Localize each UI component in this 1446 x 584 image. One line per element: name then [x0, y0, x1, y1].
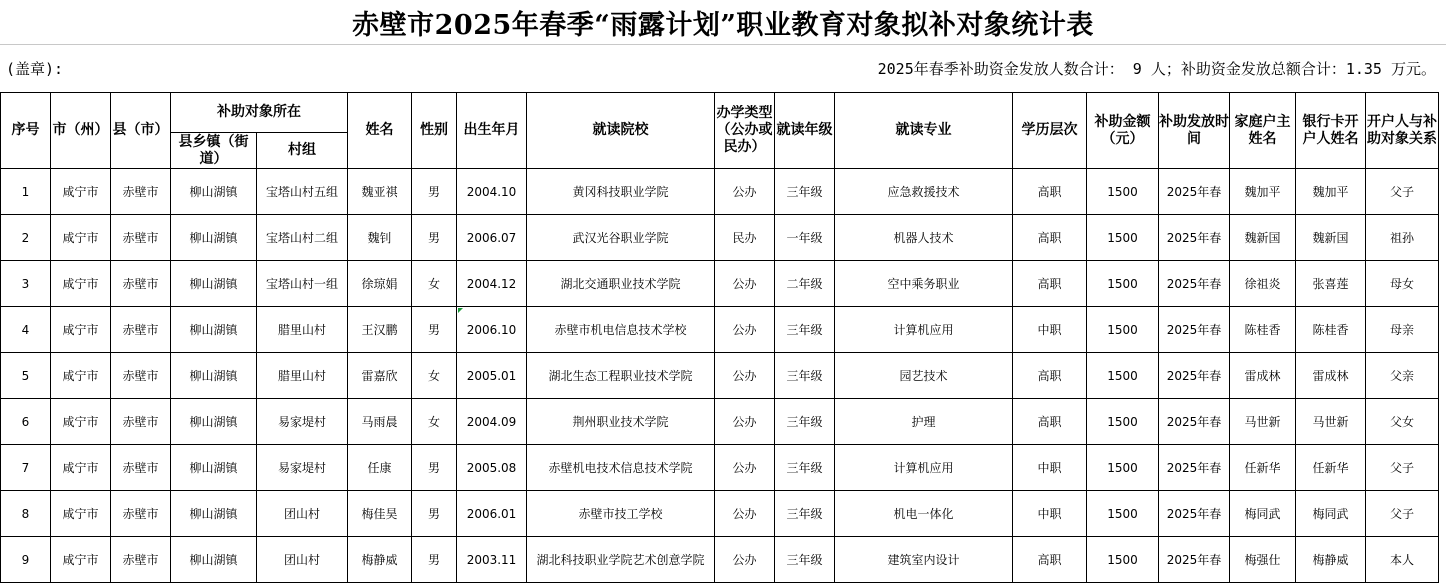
cell-city: 咸宁市 [51, 353, 111, 399]
cell-index: 7 [1, 445, 51, 491]
cell-school: 湖北科技职业学院艺术创意学院 [527, 537, 715, 583]
table-row [1, 215, 1439, 261]
stamp-label: (盖章): [6, 60, 64, 78]
cell-gender: 女 [412, 353, 457, 399]
cell-school-type: 公办 [715, 491, 775, 537]
cell-major: 计算机应用 [835, 445, 1013, 491]
header-amount: 补助金额（元） [1087, 93, 1159, 169]
cell-city: 咸宁市 [51, 261, 111, 307]
cell-amount: 1500 [1087, 537, 1159, 583]
cell-village: 宝塔山村二组 [257, 215, 348, 261]
header-name: 姓名 [348, 93, 412, 169]
cell-holder: 梅静威 [1296, 537, 1366, 583]
cell-holder: 魏新国 [1296, 215, 1366, 261]
cell-school: 湖北生态工程职业技术学院 [527, 353, 715, 399]
table-row [1, 261, 1439, 307]
cell-holder: 张喜莲 [1296, 261, 1366, 307]
subsidy-table [0, 92, 1439, 583]
header-county: 县（市） [111, 93, 171, 169]
cell-town: 柳山湖镇 [171, 261, 257, 307]
cell-head: 徐祖炎 [1230, 261, 1296, 307]
header-level: 学历层次 [1013, 93, 1087, 169]
cell-birth: 2006.07 [457, 215, 527, 261]
cell-head: 梅强仕 [1230, 537, 1296, 583]
cell-relation: 祖孙 [1366, 215, 1439, 261]
cell-school-type: 公办 [715, 261, 775, 307]
cell-county: 赤壁市 [111, 491, 171, 537]
cell-level: 中职 [1013, 307, 1087, 353]
cell-school: 赤壁市技工学校 [527, 491, 715, 537]
cell-village: 团山村 [257, 491, 348, 537]
cell-county: 赤壁市 [111, 261, 171, 307]
cell-holder: 魏加平 [1296, 169, 1366, 215]
cell-city: 咸宁市 [51, 169, 111, 215]
header-head: 家庭户主姓名 [1230, 93, 1296, 169]
cell-birth: 2005.08 [457, 445, 527, 491]
cell-major: 机器人技术 [835, 215, 1013, 261]
cell-relation: 父子 [1366, 445, 1439, 491]
cell-level: 中职 [1013, 491, 1087, 537]
cell-holder: 马世新 [1296, 399, 1366, 445]
cell-village: 易家堤村 [257, 445, 348, 491]
cell-school-type: 公办 [715, 399, 775, 445]
cell-time: 2025年春 [1159, 307, 1230, 353]
summary-text: 2025年春季补助资金发放人数合计： 9 人；补助资金发放总额合计：1.35 万元。 [877, 60, 1436, 78]
cell-holder: 雷成林 [1296, 353, 1366, 399]
header-school: 就读院校 [527, 93, 715, 169]
cell-county: 赤壁市 [111, 215, 171, 261]
cell-gender: 女 [412, 399, 457, 445]
cell-amount: 1500 [1087, 169, 1159, 215]
cell-grade: 三年级 [775, 491, 835, 537]
cell-name: 梅静威 [348, 537, 412, 583]
cell-town: 柳山湖镇 [171, 307, 257, 353]
cell-major: 空中乘务职业 [835, 261, 1013, 307]
cell-grade: 三年级 [775, 169, 835, 215]
cell-village: 腊里山村 [257, 307, 348, 353]
cell-index: 8 [1, 491, 51, 537]
cell-grade: 二年级 [775, 261, 835, 307]
cell-holder: 梅同武 [1296, 491, 1366, 537]
cell-time: 2025年春 [1159, 491, 1230, 537]
cell-level: 高职 [1013, 353, 1087, 399]
table-row [1, 445, 1439, 491]
cell-city: 咸宁市 [51, 445, 111, 491]
cell-school: 湖北交通职业技术学院 [527, 261, 715, 307]
comment-marker [458, 308, 463, 313]
cell-index: 3 [1, 261, 51, 307]
cell-amount: 1500 [1087, 399, 1159, 445]
cell-city: 咸宁市 [51, 491, 111, 537]
cell-birth: 2006.01 [457, 491, 527, 537]
cell-name: 马雨晨 [348, 399, 412, 445]
cell-birth: 2006.10 [457, 307, 527, 353]
cell-head: 雷成林 [1230, 353, 1296, 399]
cell-head: 任新华 [1230, 445, 1296, 491]
table-row [1, 353, 1439, 399]
cell-town: 柳山湖镇 [171, 491, 257, 537]
info-bar [0, 45, 1446, 92]
cell-name: 徐琼娟 [348, 261, 412, 307]
cell-city: 咸宁市 [51, 537, 111, 583]
header-village: 村组 [257, 133, 348, 169]
header-time: 补助发放时间 [1159, 93, 1230, 169]
cell-amount: 1500 [1087, 261, 1159, 307]
cell-relation: 父子 [1366, 169, 1439, 215]
cell-relation: 本人 [1366, 537, 1439, 583]
cell-school: 赤壁机电技术信息技术学院 [527, 445, 715, 491]
cell-grade: 三年级 [775, 353, 835, 399]
cell-relation: 父亲 [1366, 353, 1439, 399]
cell-birth: 2003.11 [457, 537, 527, 583]
cell-county: 赤壁市 [111, 537, 171, 583]
cell-index: 1 [1, 169, 51, 215]
cell-school: 赤壁市机电信息技术学校 [527, 307, 715, 353]
table-row [1, 491, 1439, 537]
cell-name: 魏亚祺 [348, 169, 412, 215]
cell-birth: 2005.01 [457, 353, 527, 399]
cell-gender: 男 [412, 307, 457, 353]
cell-major: 园艺技术 [835, 353, 1013, 399]
cell-village: 腊里山村 [257, 353, 348, 399]
cell-school: 黄冈科技职业学院 [527, 169, 715, 215]
cell-index: 6 [1, 399, 51, 445]
cell-town: 柳山湖镇 [171, 537, 257, 583]
cell-head: 陈桂香 [1230, 307, 1296, 353]
cell-birth: 2004.10 [457, 169, 527, 215]
cell-amount: 1500 [1087, 445, 1159, 491]
cell-school-type: 公办 [715, 537, 775, 583]
cell-holder: 任新华 [1296, 445, 1366, 491]
cell-time: 2025年春 [1159, 353, 1230, 399]
cell-town: 柳山湖镇 [171, 169, 257, 215]
cell-major: 计算机应用 [835, 307, 1013, 353]
cell-amount: 1500 [1087, 491, 1159, 537]
cell-index: 5 [1, 353, 51, 399]
cell-name: 魏钊 [348, 215, 412, 261]
header-town: 县乡镇（街道） [171, 133, 257, 169]
cell-village: 团山村 [257, 537, 348, 583]
cell-birth: 2004.12 [457, 261, 527, 307]
cell-head: 魏加平 [1230, 169, 1296, 215]
table-row [1, 169, 1439, 215]
header-major: 就读专业 [835, 93, 1013, 169]
cell-level: 高职 [1013, 261, 1087, 307]
cell-time: 2025年春 [1159, 537, 1230, 583]
cell-time: 2025年春 [1159, 445, 1230, 491]
cell-gender: 男 [412, 215, 457, 261]
cell-town: 柳山湖镇 [171, 353, 257, 399]
cell-town: 柳山湖镇 [171, 215, 257, 261]
cell-grade: 一年级 [775, 215, 835, 261]
cell-amount: 1500 [1087, 215, 1159, 261]
cell-head: 魏新国 [1230, 215, 1296, 261]
cell-county: 赤壁市 [111, 445, 171, 491]
cell-index: 4 [1, 307, 51, 353]
cell-school: 荆州职业技术学院 [527, 399, 715, 445]
cell-time: 2025年春 [1159, 215, 1230, 261]
cell-gender: 男 [412, 537, 457, 583]
title-bar [0, 0, 1446, 45]
cell-level: 高职 [1013, 399, 1087, 445]
header-city: 市（州） [51, 93, 111, 169]
cell-relation: 父女 [1366, 399, 1439, 445]
cell-amount: 1500 [1087, 353, 1159, 399]
cell-county: 赤壁市 [111, 353, 171, 399]
cell-county: 赤壁市 [111, 399, 171, 445]
page-title: 赤壁市2025年春季“雨露计划”职业教育对象拟补对象统计表 [352, 9, 1094, 41]
cell-name: 任康 [348, 445, 412, 491]
cell-time: 2025年春 [1159, 261, 1230, 307]
cell-relation: 母亲 [1366, 307, 1439, 353]
cell-gender: 男 [412, 491, 457, 537]
header-birth: 出生年月 [457, 93, 527, 169]
cell-head: 马世新 [1230, 399, 1296, 445]
cell-village: 宝塔山村五组 [257, 169, 348, 215]
cell-gender: 女 [412, 261, 457, 307]
cell-relation: 父子 [1366, 491, 1439, 537]
header-school-type [715, 93, 775, 169]
table-row [1, 307, 1439, 353]
cell-school: 武汉光谷职业学院 [527, 215, 715, 261]
cell-town: 柳山湖镇 [171, 445, 257, 491]
cell-gender: 男 [412, 445, 457, 491]
cell-school-type: 公办 [715, 307, 775, 353]
header-grade: 就读年级 [775, 93, 835, 169]
cell-school-type: 公办 [715, 169, 775, 215]
cell-major: 护理 [835, 399, 1013, 445]
cell-holder: 陈桂香 [1296, 307, 1366, 353]
cell-grade: 三年级 [775, 537, 835, 583]
cell-name: 王汉鹏 [348, 307, 412, 353]
cell-time: 2025年春 [1159, 169, 1230, 215]
header-index: 序号 [1, 93, 51, 169]
cell-county: 赤壁市 [111, 307, 171, 353]
cell-town: 柳山湖镇 [171, 399, 257, 445]
cell-gender: 男 [412, 169, 457, 215]
cell-major: 建筑室内设计 [835, 537, 1013, 583]
cell-village: 易家堤村 [257, 399, 348, 445]
cell-city: 咸宁市 [51, 215, 111, 261]
cell-birth: 2004.09 [457, 399, 527, 445]
cell-level: 高职 [1013, 169, 1087, 215]
cell-level: 高职 [1013, 215, 1087, 261]
cell-major: 机电一体化 [835, 491, 1013, 537]
cell-relation: 母女 [1366, 261, 1439, 307]
cell-name: 雷嘉欣 [348, 353, 412, 399]
cell-school-type: 公办 [715, 445, 775, 491]
cell-grade: 三年级 [775, 445, 835, 491]
header-school-type-text: 办学类型（公办或民办） [716, 105, 773, 155]
cell-name: 梅佳昊 [348, 491, 412, 537]
cell-school-type: 民办 [715, 215, 775, 261]
cell-grade: 三年级 [775, 399, 835, 445]
cell-grade: 三年级 [775, 307, 835, 353]
cell-time: 2025年春 [1159, 399, 1230, 445]
cell-city: 咸宁市 [51, 399, 111, 445]
header-relation: 开户人与补助对象关系 [1366, 93, 1439, 169]
cell-level: 中职 [1013, 445, 1087, 491]
table-row [1, 399, 1439, 445]
table-row [1, 537, 1439, 583]
header-holder: 银行卡开户人姓名 [1296, 93, 1366, 169]
cell-index: 9 [1, 537, 51, 583]
header-location-group: 补助对象所在 [171, 93, 348, 133]
cell-county: 赤壁市 [111, 169, 171, 215]
cell-amount: 1500 [1087, 307, 1159, 353]
cell-level: 高职 [1013, 537, 1087, 583]
cell-city: 咸宁市 [51, 307, 111, 353]
cell-major: 应急救援技术 [835, 169, 1013, 215]
cell-head: 梅同武 [1230, 491, 1296, 537]
cell-index: 2 [1, 215, 51, 261]
cell-school-type: 公办 [715, 353, 775, 399]
header-gender: 性别 [412, 93, 457, 169]
cell-village: 宝塔山村一组 [257, 261, 348, 307]
table-body [1, 169, 1439, 583]
